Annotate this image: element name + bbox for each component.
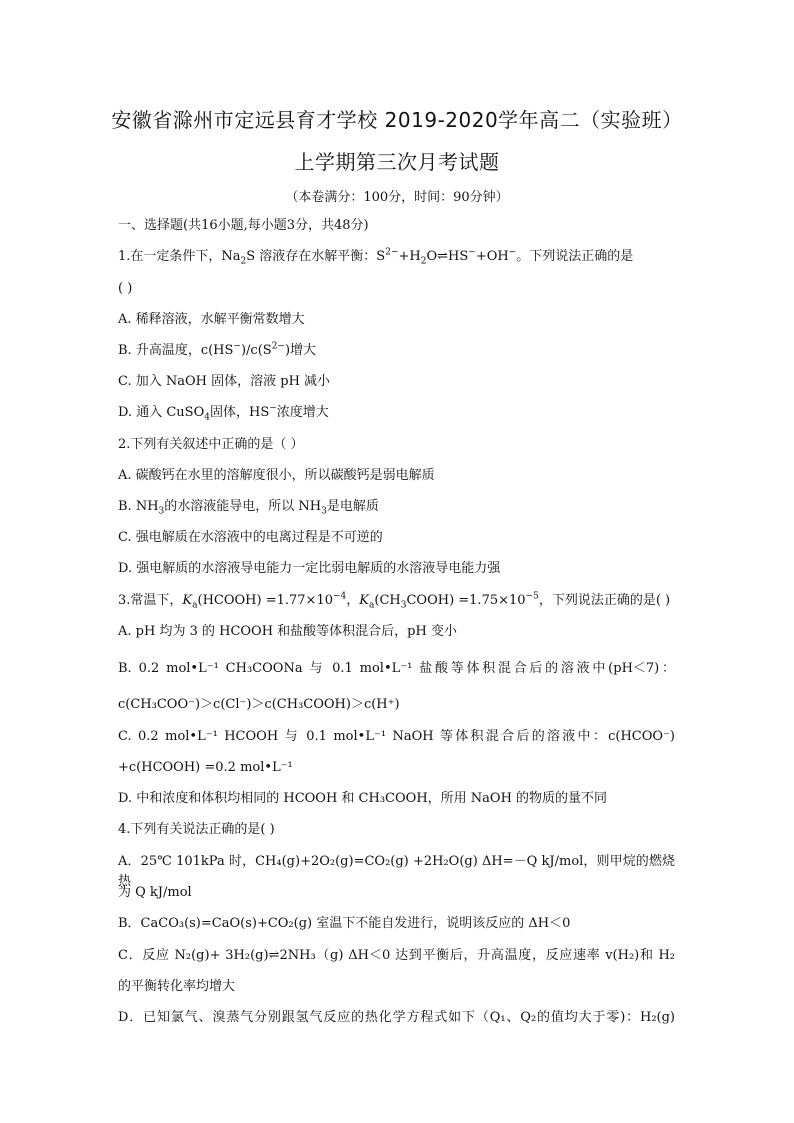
q1-option-a: A. 稀释溶液，水解平衡常数增大 <box>118 312 305 327</box>
q2-option-d: D. 强电解质的水溶液导电能力一定比弱电解质的水溶液导电能力强 <box>118 561 501 576</box>
q1-option-c: C. 加入 NaOH 固体，溶液 pH 减小 <box>118 374 331 389</box>
q3-option-c-line2: +c(HCOOH) =0.2 mol•L⁻¹ <box>118 760 293 775</box>
exam-info: （本卷满分：100分，时间：90分钟） <box>285 190 509 205</box>
q3-option-b-line2: c(CH₃COO⁻)＞c(Cl⁻)＞c(CH₃COOH)＞c(H⁺) <box>118 697 400 712</box>
q4-option-a-line2: 为 Q kJ/mol <box>118 885 192 900</box>
q3-option-b-line1: B. 0.2 mol•L⁻¹ CH₃COONa 与 0.1 mol•L⁻¹ 盐酸等体积混合后的溶液中(pH＜7)： <box>118 661 675 676</box>
q1-answer-paren: ( ) <box>118 281 133 296</box>
q3-option-c-line1: C. 0.2 mol•L⁻¹ HCOOH 与 0.1 mol•L⁻¹ NaOH 等体积混合后的溶液中：c(HCOO⁻) <box>118 729 675 744</box>
document-title-line2: 上学期第三次月考试题 <box>294 150 500 174</box>
q1-option-b: B. 升高温度，$c(HS^-)/c(S^{2-})$增大 <box>118 341 317 358</box>
q3-option-d: D. 中和浓度和体积均相同的 HCOOH 和 CH₃COOH，所用 NaOH 的物质的量不同 <box>118 791 608 806</box>
q2-option-c: C. 强电解质在水溶液中的电离过程是不可逆的 <box>118 530 383 545</box>
q3-stem: 3.常温下，$K_a(HCOOH) =1.77\times 10^{-4}$，$K_a(CH_3COOH) =1.75\times 10^{-5}$，下列说法正确的是( ) <box>118 591 671 611</box>
q1-option-d: D. 通入 CuSO$_4$固体，HS−浓度增大 <box>118 403 329 423</box>
q4-option-d-line1: D．已知氯气、溴蒸气分别跟氢气反应的热化学方程式如下（Q₁、Q₂的值均大于零)：H₂(g) <box>118 1010 675 1025</box>
document-title-line1: 安徽省滁州市定远县育才学校 2019-2020学年高二（实验班） <box>111 108 683 132</box>
q3-option-a: A. pH 均为 3 的 HCOOH 和盐酸等体积混合后，pH 变小 <box>118 624 457 639</box>
q4-option-a-line1: A．25℃ 101kPa 时，CH₄(g)+2O₂(g)=CO₂(g) +2H₂O(g) ΔH=－Q kJ/mol，则甲烷的燃烧热 <box>118 854 675 889</box>
q2-stem: 2.下列有关叙述中正确的是（ ） <box>118 437 304 452</box>
q4-option-c-line2: 的平衡转化率均增大 <box>118 979 236 994</box>
q4-stem: 4.下列有关说法正确的是( ) <box>118 822 275 837</box>
q2-option-b: B. $NH_3$的水溶液能导电，所以 $NH_3$是电解质 <box>118 499 379 517</box>
q1-stem: 1.在一定条件下，$Na_2S$ 溶液存在水解平衡：$S^{2-}+H_2O\rightleftharpoons HS^-+OH^-$。下列说法正确的是 <box>118 247 634 267</box>
section-heading: 一、选择题(共16小题,每小题3分，共48分) <box>118 218 369 233</box>
q4-option-c-line1: C．反应 N₂(g)+ 3H₂(g)⇌2NH₃（g) ΔH＜0 达到平衡后，升高温度，反应速率 v(H₂)和 H₂ <box>118 948 675 963</box>
q2-option-a: A. 碳酸钙在水里的溶解度很小，所以碳酸钙是弱电解质 <box>118 468 435 483</box>
q4-option-b: B．CaCO₃(s)=CaO(s)+CO₂(g) 室温下不能自发进行，说明该反应的 ΔH＜0 <box>118 916 571 931</box>
